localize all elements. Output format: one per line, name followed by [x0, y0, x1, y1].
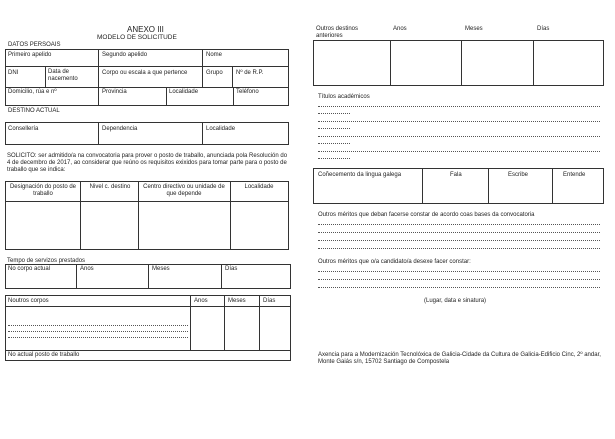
degrees-line-1[interactable] — [318, 106, 600, 107]
second-surname-field[interactable]: Segundo apelido — [102, 52, 148, 58]
degrees-line-4[interactable] — [318, 128, 350, 129]
place-date-signature[interactable]: (Lugar, data e sinatura) — [424, 298, 487, 304]
merits-label: Outros méritos que deban facerse constar de acordo coas bases da convocatoria — [318, 212, 535, 218]
other-corps-line-3[interactable] — [8, 337, 188, 338]
current-corps-days[interactable]: Días — [225, 266, 238, 272]
galician-understands[interactable]: Entende — [563, 172, 586, 178]
other-corps-line-1[interactable] — [8, 325, 188, 326]
other-merits-line-1[interactable] — [318, 271, 600, 272]
merits-line-2[interactable] — [318, 232, 600, 233]
current-destination-heading: DESTINO ACTUAL — [8, 108, 60, 114]
merits-line-4[interactable] — [318, 248, 600, 249]
current-post-label: No actual posto de traballo — [8, 352, 80, 358]
other-corps-label: Noutros corpos — [8, 298, 49, 304]
current-corps-months[interactable]: Meses — [152, 266, 170, 272]
prev-destinations-label: Outros destinos anteriores — [316, 26, 359, 39]
dni-field[interactable]: DNI — [8, 70, 19, 76]
phone-field[interactable]: Teléfono — [236, 89, 259, 95]
prev-destinations-years-label: Anos — [393, 26, 407, 32]
dependency-field[interactable]: Dependencia — [102, 126, 138, 132]
degrees-label: Títulos académicos — [318, 94, 370, 100]
locality-field[interactable]: Localidade — [169, 89, 199, 95]
other-corps-days: Días — [263, 298, 276, 304]
ministry-field[interactable]: Consellería — [8, 126, 39, 132]
galician-label: Coñecemento da lingua galega — [318, 172, 402, 178]
prev-destinations-box[interactable] — [313, 40, 604, 86]
degrees-line-7[interactable] — [318, 151, 600, 152]
address-field[interactable]: Domicilio, rúa e nº — [8, 89, 57, 95]
annex-title: ANEXO III — [127, 25, 164, 34]
job-col-locality: Localidade — [244, 184, 274, 190]
agency-address: Axencia para a Modernización Tecnolóxica de Galicia-Cidade da Cultura de Galicia-Edificio Cinc, 2º andar, Monte Gaiás s/n, 15702 Santiago de Compostela — [318, 352, 601, 365]
province-field[interactable]: Provincia — [102, 89, 127, 95]
merits-line-1[interactable] — [318, 224, 600, 225]
name-field[interactable]: Nome — [206, 52, 223, 58]
job-col-center: Centro directivo ou unidade de que depende — [143, 184, 225, 197]
birth-date-field[interactable]: Data de nacemento — [48, 69, 78, 82]
degrees-line-2[interactable] — [318, 113, 350, 114]
personal-data-heading: DATOS PERSOAIS — [8, 42, 61, 48]
other-corps-years: Anos — [194, 298, 208, 304]
job-col-designation: Designación do posto de traballo — [9, 184, 77, 197]
request-statement: SOLICITO: ser admitido/a na convocatoria para prover o posto de traballo, anunciada pola Resolución do 4 de decembro de 2017, ao considerar que reúno os requisitos exixidos para tomar parte para o posto de traballo que se indica: — [7, 153, 288, 173]
degrees-line-3[interactable] — [318, 121, 600, 122]
other-corps-line-2[interactable] — [8, 331, 188, 332]
merits-line-3[interactable] — [318, 240, 600, 241]
degrees-line-6[interactable] — [318, 143, 350, 144]
current-corps-years[interactable]: Anos — [80, 266, 94, 272]
other-corps-months: Meses — [228, 298, 246, 304]
destination-box — [5, 122, 289, 145]
destination-locality-field[interactable]: Localidade — [206, 126, 236, 132]
galician-writes[interactable]: Escribe — [508, 172, 529, 178]
service-time-heading: Tempo de servizos prestados — [7, 258, 86, 264]
form-title: MODELO DE SOLICITUDE — [97, 34, 177, 41]
other-merits-line-2[interactable] — [318, 279, 600, 280]
first-surname-field[interactable]: Primeiro apelido — [8, 52, 52, 58]
other-merits-label: Outros méritos que o/a candidato/a desexe facer constar: — [318, 259, 471, 265]
galician-speaks[interactable]: Fala — [450, 172, 462, 178]
corps-field[interactable]: Corpo ou escala a que pertence — [102, 70, 188, 76]
group-field[interactable]: Grupo — [206, 70, 223, 76]
degrees-line-5[interactable] — [318, 136, 600, 137]
prev-destinations-months-label: Meses — [465, 26, 483, 32]
current-corps-label: No corpo actual — [8, 266, 51, 272]
other-merits-line-3[interactable] — [318, 287, 600, 288]
degrees-line-8[interactable] — [318, 158, 350, 159]
job-col-level: Nivel c. destino — [89, 184, 131, 190]
prev-destinations-days-label: Días — [537, 26, 550, 32]
rp-number-field[interactable]: Nº de R.P. — [236, 70, 264, 76]
